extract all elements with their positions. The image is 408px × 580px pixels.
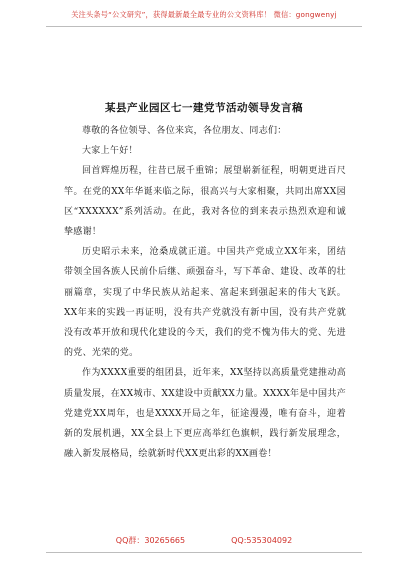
body-paragraph: 历史昭示未来，沧桑成就正道。中国共产党成立XX年来，团结带领全国各族人民前仆后继、顽强奋斗，写下革命、建设、改革的壮丽篇章，实现了中华民族从站起来、富起来到强起来的伟大飞跃。XX年来的实践一再证明，没有共产党就没有新中国，没有共产党就没有改革开放和现代化建设的今天，我们的党不愧为伟大的党、先进的党、光荣的党。 [64, 247, 346, 359]
qq-group-text: QQ群：30265665 [115, 536, 186, 545]
document-body [64, 121, 346, 464]
greeting-paragraph: 大家上午好！ [82, 146, 138, 157]
body-paragraph: 作为XXXX重要的组团县，近年来，XX坚持以高质量党建推动高质量发展，在XX城市、XX建设中贡献XX力量。XXXX年是中国共产党建党XX周年，也是XXXX开局之年，征途漫漫，唯有奋斗，迎着新的发展机遇，XX全县上下更应高举红色旗帜，践行新发展理念，融入新发展格局，绘就新时代XX更出彩的XX画卷！ [64, 368, 346, 460]
body-paragraph: 回首辉煌历程，往昔已展千重锦；展望崭新征程，明朝更进百尺竿。在党的XX年华诞来临之际，很高兴与大家相聚，共同出席XX园区“XXXXXX”系列活动。在此，我对各位的到来表示热烈欢迎和诚挚感谢！ [64, 166, 346, 238]
document-title: 某县产业园区七一建党节活动领导发言稿 [105, 102, 303, 114]
footer-contact [0, 535, 408, 546]
salutation-paragraph: 尊敬的各位领导、各位来宾，各位朋友、同志们： [82, 126, 287, 136]
header-divider [46, 26, 362, 27]
footer-divider [46, 552, 362, 553]
header-banner: 关注头条号“公文研究”，获得最新最全最专业的公文资料库！ 微信：gongwenyj [71, 10, 337, 19]
qq-number-text: QQ:535304092 [231, 536, 293, 545]
